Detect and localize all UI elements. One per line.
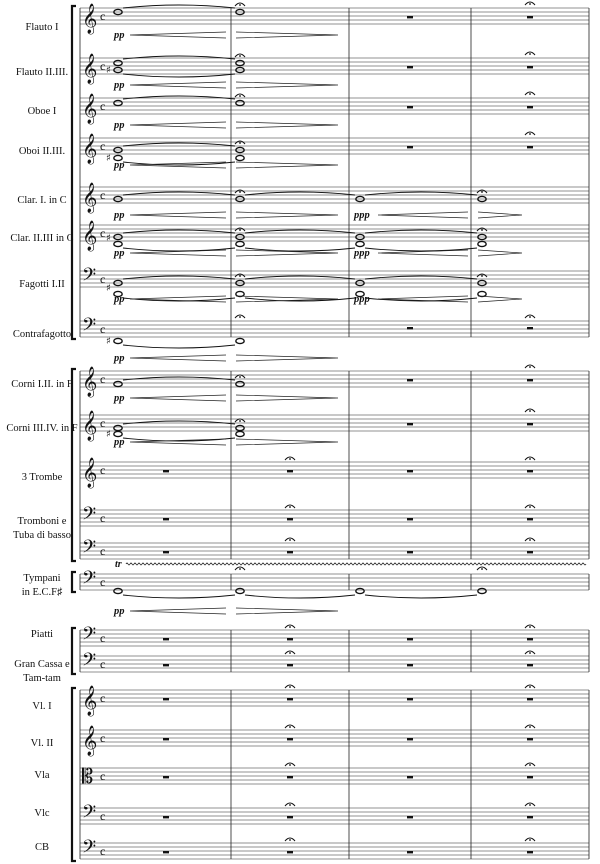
sharp-sign: ♯ bbox=[106, 65, 111, 76]
whole-rest bbox=[163, 664, 169, 666]
whole-rest bbox=[527, 776, 533, 778]
instrument-label: 3 Trombe bbox=[21, 472, 63, 483]
whole-rest bbox=[407, 146, 413, 148]
tie bbox=[365, 192, 477, 195]
time-signature: c bbox=[100, 99, 106, 113]
tie bbox=[123, 276, 235, 279]
decrescendo-hairpin bbox=[478, 250, 522, 256]
whole-rest bbox=[407, 470, 413, 472]
staff-timp bbox=[80, 574, 589, 590]
whole-note bbox=[478, 241, 486, 246]
fermata-dot bbox=[289, 626, 291, 628]
instrument-label: Tuba di basso bbox=[13, 530, 71, 541]
time-signature: c bbox=[100, 9, 106, 23]
staff-ob1 bbox=[80, 98, 589, 114]
fermata-dot bbox=[529, 410, 531, 412]
whole-rest bbox=[287, 470, 293, 472]
dynamic-pp: pp bbox=[114, 606, 125, 617]
instrument-label: Flauto I bbox=[25, 22, 59, 33]
fermata-dot bbox=[529, 539, 531, 541]
whole-note bbox=[114, 338, 122, 343]
whole-rest bbox=[163, 518, 169, 520]
fermata-dot bbox=[239, 4, 241, 6]
tie bbox=[123, 192, 235, 195]
whole-rest bbox=[407, 66, 413, 68]
whole-rest bbox=[527, 638, 533, 640]
time-signature: c bbox=[100, 575, 106, 589]
bracket bbox=[72, 688, 76, 861]
whole-rest bbox=[407, 379, 413, 381]
fermata-dot bbox=[289, 764, 291, 766]
whole-rest bbox=[163, 776, 169, 778]
whole-note bbox=[236, 425, 244, 430]
whole-note bbox=[114, 100, 122, 105]
whole-note bbox=[236, 241, 244, 246]
fermata-dot bbox=[239, 316, 241, 318]
instrument-label: Oboi II.III. bbox=[18, 146, 66, 157]
whole-note bbox=[236, 338, 244, 343]
tie bbox=[123, 74, 235, 77]
whole-rest bbox=[163, 816, 169, 818]
treble-clef: 𝄞 bbox=[82, 94, 98, 124]
dynamic-pp: pp bbox=[114, 353, 125, 364]
tie bbox=[123, 56, 235, 59]
staff-cor12 bbox=[80, 371, 589, 387]
fermata-dot bbox=[289, 506, 291, 508]
crescendo-hairpin bbox=[130, 355, 226, 361]
whole-rest bbox=[163, 470, 169, 472]
tie bbox=[365, 595, 477, 598]
whole-rest bbox=[407, 698, 413, 700]
whole-rest bbox=[527, 551, 533, 553]
staff-fg bbox=[80, 271, 589, 287]
tie bbox=[123, 230, 235, 233]
whole-rest bbox=[287, 738, 293, 740]
treble-clef: 𝄞 bbox=[82, 134, 98, 164]
fermata-dot bbox=[529, 316, 531, 318]
instrument-label: Tam-tam bbox=[23, 673, 61, 684]
staff-cl1 bbox=[80, 187, 589, 203]
decrescendo-hairpin bbox=[236, 162, 338, 168]
crescendo-hairpin bbox=[378, 212, 468, 218]
whole-rest bbox=[527, 664, 533, 666]
instrument-label: Vlc bbox=[34, 808, 50, 819]
whole-rest bbox=[407, 816, 413, 818]
crescendo-hairpin bbox=[130, 212, 226, 218]
fermata-dot bbox=[529, 53, 531, 55]
whole-rest bbox=[407, 16, 413, 18]
instrument-label: Corni III.IV. in F bbox=[6, 423, 78, 434]
whole-rest bbox=[407, 423, 413, 425]
fermata-dot bbox=[239, 376, 241, 378]
whole-rest bbox=[527, 327, 533, 329]
staff-cb bbox=[80, 843, 589, 859]
staff-vlc bbox=[80, 808, 589, 824]
dynamic-pp: pp bbox=[114, 437, 125, 448]
fermata-dot bbox=[529, 458, 531, 460]
tie bbox=[123, 143, 235, 146]
fermata-dot bbox=[239, 275, 241, 277]
time-signature: c bbox=[100, 731, 106, 745]
decrescendo-hairpin bbox=[236, 608, 338, 614]
bracket bbox=[72, 572, 76, 592]
treble-clef: 𝄞 bbox=[82, 183, 98, 213]
fermata-dot bbox=[289, 804, 291, 806]
bass-clef: 𝄢 bbox=[82, 802, 97, 827]
whole-rest bbox=[527, 16, 533, 18]
whole-rest bbox=[407, 738, 413, 740]
treble-clef: 𝄞 bbox=[82, 411, 98, 441]
time-signature: c bbox=[100, 657, 106, 671]
decrescendo-hairpin bbox=[236, 32, 338, 38]
whole-note bbox=[236, 100, 244, 105]
whole-rest bbox=[527, 146, 533, 148]
whole-rest bbox=[287, 776, 293, 778]
whole-rest bbox=[527, 518, 533, 520]
staff-cor34 bbox=[80, 415, 589, 431]
time-signature: c bbox=[100, 372, 106, 386]
whole-rest bbox=[407, 106, 413, 108]
staff-fl1 bbox=[80, 8, 589, 24]
whole-note bbox=[236, 155, 244, 160]
time-signature: c bbox=[100, 809, 106, 823]
time-signature: c bbox=[100, 416, 106, 430]
tie bbox=[123, 345, 235, 348]
staff-ob23 bbox=[80, 138, 589, 154]
fermata-dot bbox=[239, 568, 241, 570]
whole-rest bbox=[407, 638, 413, 640]
time-signature: c bbox=[100, 59, 106, 73]
decrescendo-hairpin bbox=[236, 82, 338, 88]
fermata-dot bbox=[529, 626, 531, 628]
bass-clef: 𝄢 bbox=[82, 650, 97, 675]
whole-rest bbox=[527, 423, 533, 425]
whole-rest bbox=[527, 66, 533, 68]
whole-rest bbox=[287, 518, 293, 520]
treble-clef: 𝄞 bbox=[82, 54, 98, 84]
barlines bbox=[80, 8, 589, 859]
whole-note bbox=[478, 588, 486, 593]
dynamic-ppp: ppp bbox=[354, 294, 370, 305]
instrument-label: Tympani bbox=[23, 573, 61, 584]
fermata-dot bbox=[529, 652, 531, 654]
whole-rest bbox=[287, 698, 293, 700]
time-signature: c bbox=[100, 188, 106, 202]
staff-vl2 bbox=[80, 730, 589, 746]
crescendo-hairpin bbox=[130, 32, 226, 38]
instrument-label: in E.C.F♯ bbox=[21, 587, 63, 598]
whole-note bbox=[114, 588, 122, 593]
whole-rest bbox=[407, 327, 413, 329]
tie bbox=[365, 230, 477, 233]
sharp-sign: ♯ bbox=[106, 283, 111, 294]
staff-tb bbox=[80, 510, 589, 526]
fermata-dot bbox=[529, 366, 531, 368]
fermata-dot bbox=[481, 229, 483, 231]
fermata-dot bbox=[529, 804, 531, 806]
time-signature: c bbox=[100, 631, 106, 645]
whole-rest bbox=[287, 816, 293, 818]
decrescendo-hairpin bbox=[236, 212, 338, 218]
whole-note bbox=[114, 60, 122, 65]
whole-rest bbox=[287, 664, 293, 666]
whole-rest bbox=[163, 638, 169, 640]
sharp-sign: ♯ bbox=[106, 233, 111, 244]
fermata-dot bbox=[529, 93, 531, 95]
bass-clef: 𝄢 bbox=[82, 537, 97, 562]
whole-note bbox=[114, 425, 122, 430]
decrescendo-hairpin bbox=[236, 439, 338, 445]
fermata-dot bbox=[289, 839, 291, 841]
tie bbox=[123, 421, 235, 424]
tie bbox=[245, 192, 355, 195]
whole-note bbox=[356, 241, 364, 246]
sharp-sign: ♯ bbox=[106, 336, 111, 347]
whole-rest bbox=[407, 664, 413, 666]
whole-note bbox=[356, 588, 364, 593]
fermata-dot bbox=[481, 568, 483, 570]
whole-rest bbox=[163, 851, 169, 853]
time-signature: c bbox=[100, 322, 106, 336]
instrument-label: Vl. I bbox=[32, 701, 52, 712]
tie bbox=[123, 5, 235, 8]
staff-fl23 bbox=[80, 58, 589, 74]
fermata-dot bbox=[529, 686, 531, 688]
sharp-sign: ♯ bbox=[106, 153, 111, 164]
time-signature: c bbox=[100, 226, 106, 240]
dynamic-pp: pp bbox=[114, 30, 125, 41]
fermata-dot bbox=[289, 652, 291, 654]
whole-rest bbox=[163, 551, 169, 553]
dynamic-pp: pp bbox=[114, 294, 125, 305]
whole-rest bbox=[407, 851, 413, 853]
fermata-dot bbox=[239, 55, 241, 57]
staff-gc bbox=[80, 656, 589, 672]
time-signature: c bbox=[100, 691, 106, 705]
dynamic-pp: pp bbox=[114, 210, 125, 221]
whole-note bbox=[236, 60, 244, 65]
instrument-label: Tromboni e bbox=[17, 516, 67, 527]
treble-clef: 𝄞 bbox=[82, 458, 98, 488]
whole-note bbox=[236, 588, 244, 593]
sharp-sign: ♯ bbox=[106, 429, 111, 440]
tie bbox=[123, 377, 235, 380]
dynamics-and-hairpins bbox=[113, 30, 586, 617]
bass-clef: 𝄢 bbox=[82, 265, 97, 290]
instrument-labels bbox=[6, 22, 77, 853]
instrument-label: Vla bbox=[34, 770, 50, 781]
staff-piatti bbox=[80, 630, 589, 646]
decrescendo-hairpin bbox=[478, 212, 522, 218]
alto-clef: 𝄡 bbox=[82, 764, 94, 788]
whole-note bbox=[114, 431, 122, 436]
dynamic-pp: pp bbox=[114, 393, 125, 404]
staff-vla bbox=[80, 768, 589, 784]
tie bbox=[123, 595, 235, 598]
trill-line bbox=[126, 563, 586, 565]
fermata-dot bbox=[481, 191, 483, 193]
tie bbox=[123, 96, 235, 99]
whole-rest bbox=[527, 816, 533, 818]
whole-note bbox=[114, 381, 122, 386]
fermata-dot bbox=[239, 142, 241, 144]
staff-cl23 bbox=[80, 225, 589, 241]
whole-rest bbox=[407, 551, 413, 553]
tie bbox=[245, 276, 355, 279]
time-signature: c bbox=[100, 511, 106, 525]
crescendo-hairpin bbox=[130, 395, 226, 401]
dynamic-pp: pp bbox=[114, 160, 125, 171]
bracket bbox=[72, 628, 76, 674]
bass-clef: 𝄢 bbox=[82, 568, 97, 593]
whole-note bbox=[236, 431, 244, 436]
fermata-dot bbox=[289, 726, 291, 728]
fermata-dot bbox=[289, 458, 291, 460]
fermata-dot bbox=[529, 3, 531, 5]
dynamic-pp: pp bbox=[114, 248, 125, 259]
whole-rest bbox=[527, 698, 533, 700]
fermata-dot bbox=[529, 726, 531, 728]
time-signature: c bbox=[100, 844, 106, 858]
time-signature: c bbox=[100, 272, 106, 286]
decrescendo-hairpin bbox=[236, 122, 338, 128]
time-signature: c bbox=[100, 769, 106, 783]
whole-rest bbox=[527, 851, 533, 853]
staff-vl1 bbox=[80, 690, 589, 706]
decrescendo-hairpin bbox=[236, 395, 338, 401]
treble-clef: 𝄞 bbox=[82, 221, 98, 251]
whole-rest bbox=[407, 518, 413, 520]
instrument-label: Contrafagotto bbox=[12, 329, 72, 340]
fermata-dot bbox=[481, 275, 483, 277]
treble-clef: 𝄞 bbox=[82, 686, 98, 716]
instrument-label: Oboe I bbox=[27, 106, 57, 117]
crescendo-hairpin bbox=[130, 122, 226, 128]
fermata-dot bbox=[289, 539, 291, 541]
whole-rest bbox=[527, 106, 533, 108]
staves bbox=[80, 3, 589, 862]
whole-rest bbox=[163, 738, 169, 740]
trill-mark: tr bbox=[115, 559, 122, 570]
staff-tb bbox=[80, 543, 589, 559]
fermata-dot bbox=[239, 420, 241, 422]
instrument-label: Fagotti I.II bbox=[19, 279, 65, 290]
dynamic-pp: pp bbox=[114, 120, 125, 131]
bass-clef: 𝄢 bbox=[82, 837, 97, 862]
bass-clef: 𝄢 bbox=[82, 624, 97, 649]
bracket bbox=[72, 369, 76, 561]
fermata-dot bbox=[529, 764, 531, 766]
whole-note bbox=[114, 241, 122, 246]
fermata-dot bbox=[239, 229, 241, 231]
staff-cfg bbox=[80, 321, 589, 337]
fermata-dot bbox=[529, 839, 531, 841]
fermata-dot bbox=[239, 95, 241, 97]
instrument-label: Corni I.II. in F bbox=[11, 379, 73, 390]
fermata-dot bbox=[529, 133, 531, 135]
tie bbox=[365, 276, 477, 279]
fermata-dot bbox=[239, 191, 241, 193]
whole-rest bbox=[407, 776, 413, 778]
time-signature: c bbox=[100, 544, 106, 558]
bass-clef: 𝄢 bbox=[82, 504, 97, 529]
dynamic-pp: pp bbox=[114, 80, 125, 91]
whole-rest bbox=[287, 851, 293, 853]
tie bbox=[245, 230, 355, 233]
whole-rest bbox=[527, 470, 533, 472]
whole-rest bbox=[163, 698, 169, 700]
treble-clef: 𝄞 bbox=[82, 4, 98, 34]
crescendo-hairpin bbox=[130, 608, 226, 614]
whole-rest bbox=[527, 738, 533, 740]
bracket bbox=[72, 6, 76, 339]
whole-rest bbox=[287, 638, 293, 640]
dynamic-ppp: ppp bbox=[354, 210, 370, 221]
treble-clef: 𝄞 bbox=[82, 726, 98, 756]
whole-rest bbox=[527, 379, 533, 381]
fermata-dot bbox=[529, 506, 531, 508]
tie bbox=[245, 595, 355, 598]
instrument-label: Flauto II.III. bbox=[15, 67, 69, 78]
instrument-label: Clar. I. in C bbox=[17, 195, 67, 206]
crescendo-hairpin bbox=[130, 82, 226, 88]
time-signature: c bbox=[100, 139, 106, 153]
instrument-label: Piatti bbox=[30, 629, 54, 640]
tie bbox=[245, 298, 355, 301]
whole-note bbox=[236, 381, 244, 386]
staff-tr bbox=[80, 462, 589, 478]
instrument-label: Gran Cassa e bbox=[14, 659, 70, 670]
instrument-label: CB bbox=[34, 842, 50, 853]
instrument-label: Clar. II.III in C bbox=[10, 233, 74, 244]
fermata-dot bbox=[289, 686, 291, 688]
whole-rest bbox=[287, 551, 293, 553]
bass-clef: 𝄢 bbox=[82, 315, 97, 340]
instrument-label: Vl. II bbox=[30, 738, 54, 749]
time-signature: c bbox=[100, 463, 106, 477]
decrescendo-hairpin bbox=[236, 355, 338, 361]
dynamic-ppp: ppp bbox=[354, 248, 370, 259]
treble-clef: 𝄞 bbox=[82, 367, 98, 397]
